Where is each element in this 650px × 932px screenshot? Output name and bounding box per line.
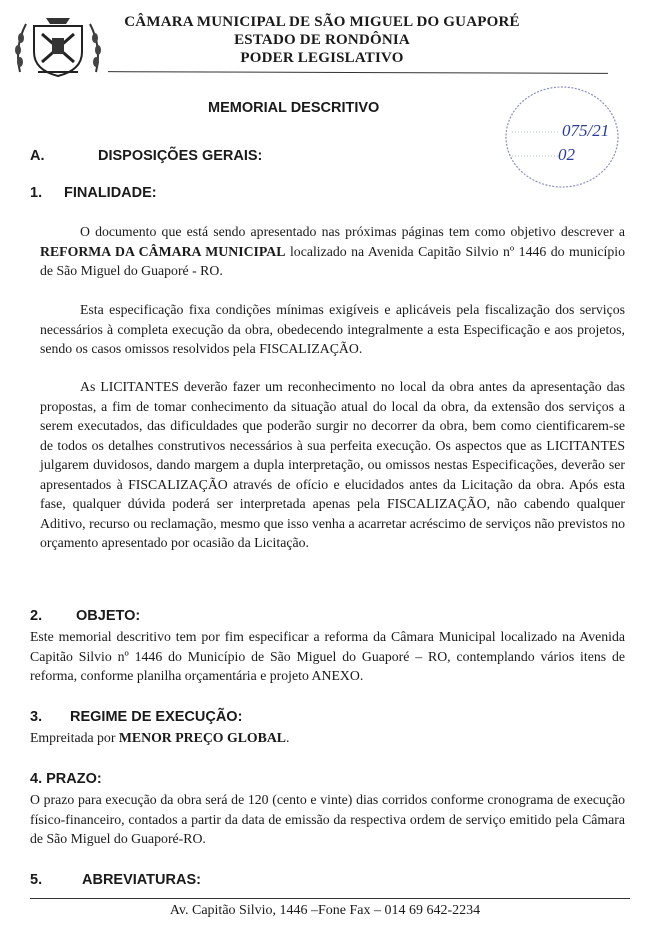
section-title: REGIME DE EXECUÇÃO:	[70, 709, 243, 725]
text-run: .	[286, 730, 290, 745]
paragraph-text: As LICITANTES deverão fazer um reconhecimento no local da obra antes da apresentação das propostas, a fim de tomar conhecimento da situação atual do local da obra, da extensão dos serviços a serem executados, das dificuldades que poderão surgir no decorrer da obra, bem como cientificarem-se de todos os detalhes construtivos necessários à sua perfeita execução. Os aspectos que as LICITANTES julgarem duvidosos, dando margem a dupla interpretação, ou omissos nestas Especificações, deverão ser apresentados à FISCALIZAÇÃO através de ofício e elucidados antes da Licitação da obra. Após esta fase, qualquer dúvida poderá ser interpretada apenas pela FISCALIZAÇÃO, não cabendo qualquer Aditivo, recurso ou reclamação, mesmo que isso venha a acarretar acréscimo de serviços não previstos no orçamento apresentado por ocasião da Licitação.	[40, 379, 625, 550]
section-1-heading	[30, 185, 157, 201]
section-title: FINALIDADE:	[64, 185, 157, 201]
header-line-3: PODER LEGISLATIVO	[240, 50, 404, 66]
text-run: O documento que está sendo apresentado nas próximas páginas tem como objetivo descrever a	[80, 224, 625, 239]
section-number: 1.	[30, 185, 43, 201]
section-title: OBJETO:	[76, 608, 141, 624]
paragraph-text: Esta especificação fixa condições mínimas exigíveis e aplicáveis pela fiscalização dos serviços necessários à completa execução da obra, obedecendo integralmente a esta Especificação e aos projetos, sendo os casos omissos resolvidos pela FISCALIZAÇÃO.	[40, 302, 625, 356]
stamp-number: 075/21	[562, 121, 610, 140]
paragraph-text: Este memorial descritivo tem por fim especificar a reforma da Câmara Municipal localizado na Avenida Capitão Silvio nº 1446 do Município de São Miguel do Guaporé – RO, contemplando vários itens de reforma, conforme planilha orçamentária e projeto ANEXO.	[30, 629, 625, 683]
section-title: DISPOSIÇÕES GERAIS:	[98, 148, 263, 164]
text-run: Empreitada por	[30, 730, 119, 745]
section-a-heading	[30, 148, 263, 164]
header-line-2: ESTADO DE RONDÔNIA	[234, 32, 410, 48]
document-title: MEMORIAL DESCRITIVO	[208, 100, 380, 116]
finalidade-paragraph-3	[40, 377, 625, 553]
section-number: 5.	[30, 872, 43, 888]
finalidade-paragraph-2	[40, 300, 625, 359]
footer-address: Av. Capitão Silvio, 1446 –Fone Fax – 014 69 642-2234	[169, 903, 481, 918]
text-run: localizado na Avenida Capitão Silvio nº 1446 do município de São Miguel do Guaporé - RO.	[40, 243, 625, 278]
section-number: 3.	[30, 709, 43, 725]
paragraph-text: O prazo para execução da obra será de 120 (cento e vinte) dias corridos conforme cronograma de execução físico-financeiro, contados a partir da data de emissão da respectiva ordem de serviço emitido pela Câmara de São Miguel do Guaporé-RO.	[30, 792, 625, 846]
section-4-heading: 4. PRAZO:	[30, 771, 102, 787]
section-number: A.	[30, 148, 45, 164]
municipal-crest-icon	[12, 12, 104, 82]
objeto-paragraph	[30, 627, 625, 686]
section-3-heading	[30, 709, 243, 725]
regime-paragraph	[30, 728, 625, 748]
section-number: 2.	[30, 608, 43, 624]
header-divider	[108, 71, 608, 74]
bold-text-run: REFORMA DA CÂMARA MUNICIPAL	[40, 243, 286, 259]
finalidade-paragraph-1	[40, 222, 625, 281]
header-line-1: CÂMARA MUNICIPAL DE SÃO MIGUEL DO GUAPORÉ	[124, 14, 520, 30]
stamp-page: 02	[558, 145, 575, 164]
section-2-heading	[30, 608, 141, 624]
bold-text-run: MENOR PREÇO GLOBAL	[118, 730, 286, 745]
protocol-stamp	[500, 82, 620, 192]
footer-divider	[30, 898, 630, 899]
section-title: ABREVIATURAS:	[82, 872, 201, 888]
section-5-heading	[30, 872, 201, 888]
prazo-paragraph	[30, 790, 625, 849]
